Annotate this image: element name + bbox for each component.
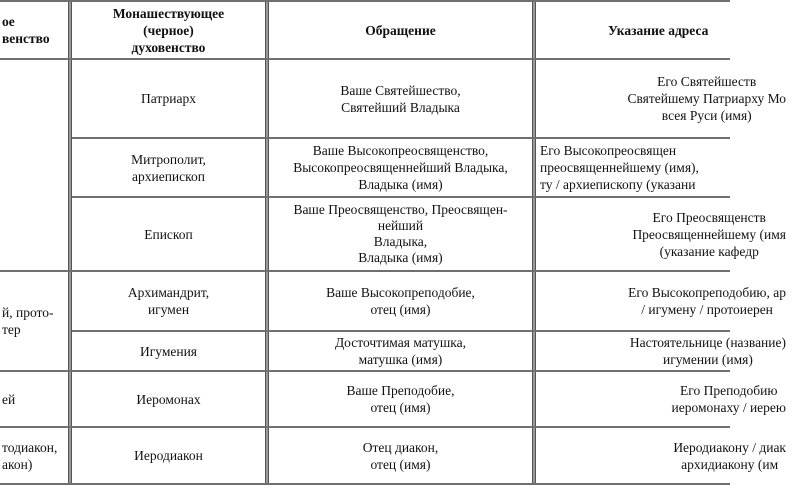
table-row-written: Его Святейшеств Святейшему Патриарху Мо всея Руси (имя) [627, 74, 786, 123]
table-row-white-clergy: й, прото- тер [2, 305, 54, 337]
address-text: Ваше Высокопреосвященство, Высокопреосвященнейший Владыка, Владыка (имя) [293, 143, 508, 192]
table-row-address: Ваше Святейшество, Святейший Владыка [340, 82, 461, 115]
table-row-title: Митрополит, архиепископ [131, 151, 206, 184]
table-row-written: Его Преподобию иеромонаху / иерею [671, 383, 786, 415]
header-white-clergy: ое венство [2, 14, 50, 46]
table-row-written: Его Высокопреподобию, ар / игумену / протоиерен [628, 285, 786, 317]
table-row-written: Настоятельнице (название) игумении (имя) [629, 335, 786, 367]
header-written-address: Указание адреса [608, 22, 709, 38]
header-black-clergy: Монашествующее (черное) духовенство [112, 5, 225, 55]
table-row-title: Архимандрит, игумен [127, 285, 210, 317]
table-row-white-clergy: тодиакон, акон) [2, 439, 58, 472]
table-row-address: Ваше Преподобие, отец (имя) [346, 383, 455, 415]
table-row-white-clergy: ей [2, 391, 16, 407]
table-row-written: Его Высокопреосвящен преосвященнейшему (имя), ту / архиепископу (указани [540, 143, 699, 192]
table-row-address: Ваше Высокопреподобие, отец (имя) [326, 285, 475, 317]
header-address: Обращение [365, 22, 436, 38]
table-row-title: Иеромонах [136, 391, 201, 407]
table-row-title: Иеродиакон [134, 448, 203, 463]
table-row-written: Его Преосвященств Преосвященнейшему (имя (указание кафедр [632, 209, 786, 259]
table-row-title: Патриарх [141, 91, 196, 106]
table-row-written: Иеродиакону / диак архидиакону (им [673, 439, 786, 472]
table-row-address [269, 139, 532, 196]
table-row-address: Ваше Преосвященство, Преосвящен- нейший Владыка, Владыка (имя) [293, 202, 508, 265]
table-row-address: Отец диакон, отец (имя) [362, 439, 439, 472]
table-row-title: Епископ [144, 226, 193, 242]
table-row-title: Игумения [139, 343, 198, 359]
table-row-address: Досточтимая матушка, матушка (имя) [334, 335, 467, 367]
